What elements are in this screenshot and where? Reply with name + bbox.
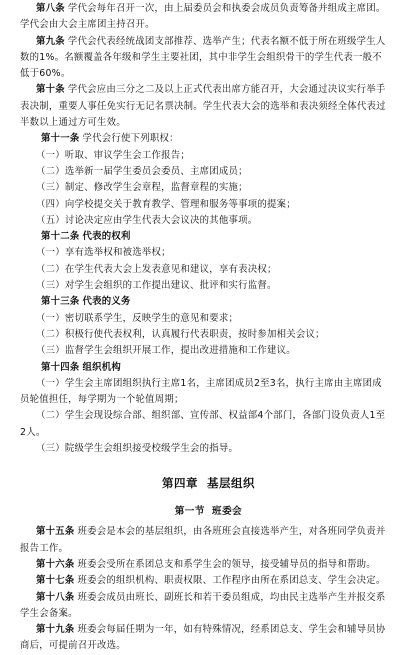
- article-number: 第十七条: [36, 575, 75, 587]
- article-13-heading: [0, 294, 417, 310]
- article-11-heading: [0, 131, 417, 147]
- chapter-number: 第四章: [162, 476, 198, 491]
- article-text: 班委会成员由班长、副班长和若干委员组成，均由民主选举产生并报交系学生会备案。: [20, 591, 386, 619]
- article-text: 学代会每年召开一次，由上届委员会和执委会成员负责筹备并组成主席团。学代会由大会主席团主持召开。: [20, 3, 386, 31]
- article-number: 第十一条: [41, 133, 80, 145]
- document-page: [0, 1, 417, 652]
- list-item: （三）院级学生会组织接受校级学生会的指导。: [36, 443, 239, 455]
- article-title: 代表的义务: [82, 296, 131, 308]
- article-17: [0, 573, 417, 589]
- list-item: （二）在学生代表大会上发表意见和建议，享有表决权；: [36, 263, 277, 275]
- article-number: 第九条: [36, 35, 65, 47]
- article-number: 第十八条: [36, 591, 75, 603]
- article-number: 第八条: [36, 3, 65, 14]
- list-item: （二）积极行使代表权利，认真履行代表职责，按时参加相关会议；: [36, 328, 325, 340]
- article-text: 学代会应由三分之二及以上正式代表出席方能召开，大会通过决议实行举手表决制，重要人事任免实行无记名票决制。学生代表大会的选举和表决须经全体代表过半数以上通过方可生效。: [20, 84, 386, 129]
- article-title: 组织机构: [82, 361, 122, 373]
- article-text: 班委会受所在系团总支和系学生会的领导，接受辅导员的指导和帮助。: [77, 558, 376, 570]
- list-item: （三）监督学生会组织开展工作，提出改进措施和工作建议。: [36, 345, 296, 357]
- article-19: [0, 622, 417, 655]
- article-number: 第十四条: [41, 361, 80, 373]
- list-item: （一）密切联系学生，反映学生的意见和要求；: [36, 312, 239, 324]
- list-item: （五）讨论决定应由学生代表大会议决的其他事项。: [36, 214, 258, 226]
- article-text: 班委会的组织机构、职责权限、工作程序由所在系团总支、学生会决定。: [77, 575, 386, 587]
- article-9: [0, 34, 417, 83]
- list-item: （四）向学校提交关于教育教学、管理和服务等事项的提案；: [36, 198, 296, 210]
- chapter-heading: [0, 472, 417, 494]
- article-number: 第十条: [36, 84, 65, 96]
- article-text: 班委会每届任期为一年，如有特殊情况，经系团总支、学生会和辅导员协商后，可提前召开改选。: [20, 624, 386, 652]
- list-item: （一）听取、审议学生会工作报告；: [36, 149, 191, 161]
- article-16: [0, 557, 417, 573]
- article-10: [0, 82, 417, 131]
- section-heading: [0, 504, 417, 520]
- list-item: （三）制定、修改学生会章程，监督章程的实施；: [36, 182, 248, 194]
- list-item: （一）享有选举权和被选举权；: [36, 247, 171, 259]
- article-text: 班委会是本会的基层组织，由各班班会直接选举产生，对各班同学负责并报告工作。: [20, 526, 386, 554]
- article-12-heading: [0, 229, 417, 245]
- article-number: 第十九条: [36, 624, 75, 636]
- article-number: 第十三条: [41, 296, 80, 308]
- article-15: [0, 524, 417, 557]
- article-18: [0, 590, 417, 623]
- article-number: 第十二条: [41, 231, 80, 243]
- article-title: 代表的权利: [82, 231, 131, 243]
- article-8: [0, 1, 417, 34]
- list-item: （一）学生会主席团组织执行主席1名，主席团成员2至3名，执行主席由主席团成员轮值担任，每学期为一个轮值周期；: [20, 377, 382, 406]
- article-number: 第十六条: [36, 558, 75, 570]
- article-number: 第十五条: [36, 526, 75, 538]
- list-item: （三）对学生会组织的工作提出建议、批评和实行监督。: [36, 280, 277, 292]
- article-text: 学代会代表经统战团支部推荐、选举产生；代表名额不低于所在班级学生人数的1%。名额覆盖各年级和学生主要社团，其中非学生会组织骨干的学生代表一般不低于60%。: [20, 35, 386, 80]
- list-item: （二）学生会现设综合部、组织部、宣传部、权益部4个部门，各部门设负责人1至2人。: [20, 410, 386, 438]
- section-title: 班委会: [212, 506, 243, 518]
- article-title: 学代会行使下列职权：: [82, 133, 179, 145]
- section-number: 第一节: [174, 506, 205, 518]
- list-item: （二）选举新一届学生委员会委员、主席团成员；: [36, 165, 248, 177]
- article-14-heading: [0, 360, 417, 376]
- chapter-title: 基层组织: [207, 476, 255, 491]
